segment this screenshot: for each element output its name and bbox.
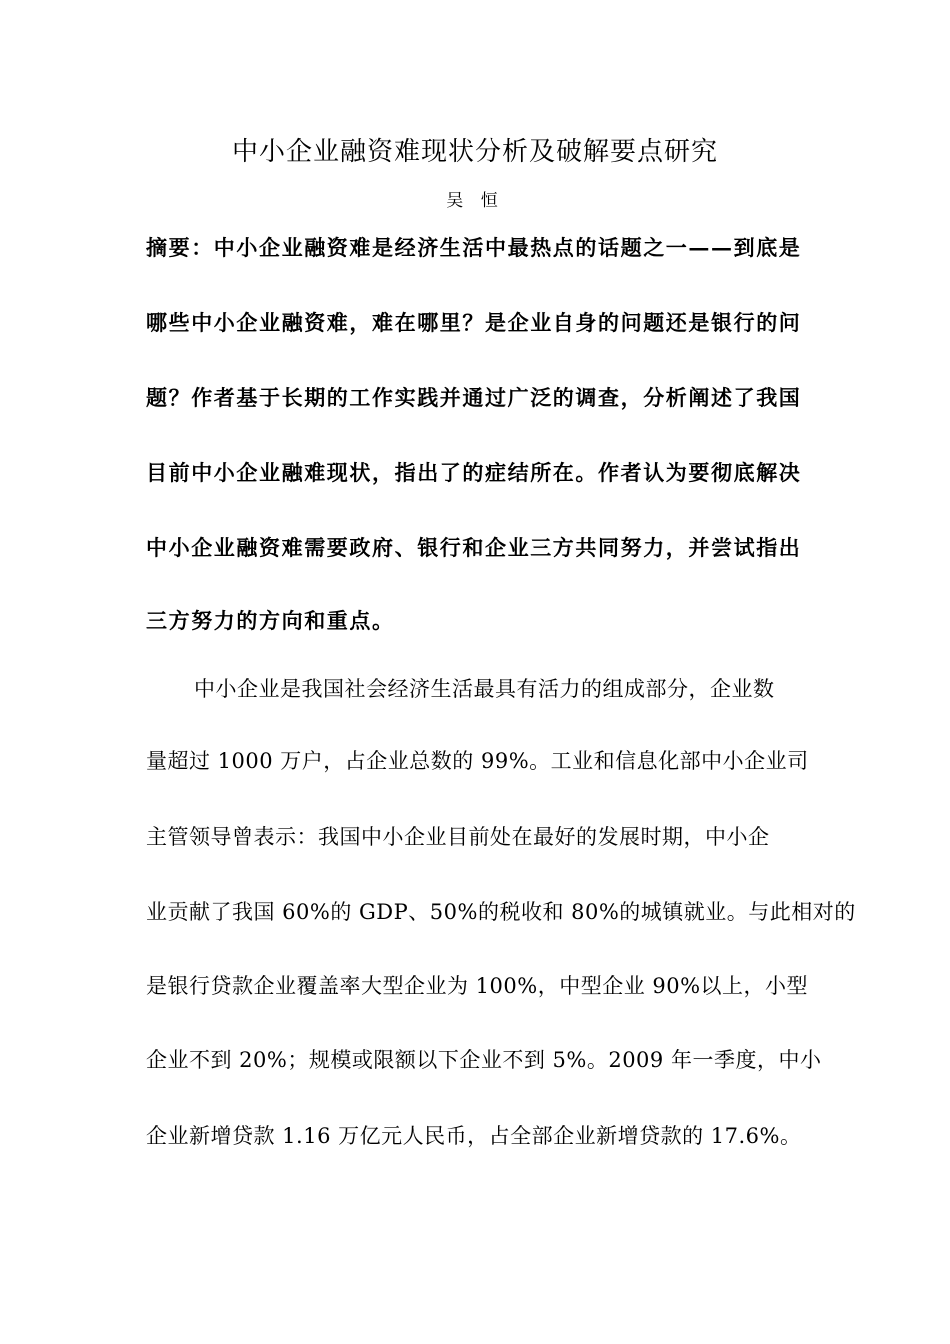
document-title: 中小企业融资难现状分析及破解要点研究 bbox=[231, 137, 718, 167]
document-author: 吴 恒 bbox=[446, 191, 504, 211]
abstract-line: 三方努力的方向和重点。 bbox=[146, 608, 395, 633]
body-line: 企业新增贷款 1.16 万亿元人民币，占全部企业新增贷款的 17.6%。 bbox=[146, 1124, 802, 1148]
body-line: 是银行贷款企业覆盖率大型企业为 100%，中型企业 90%以上，小型 bbox=[146, 974, 809, 998]
body-line: 企业不到 20%；规模或限额以下企业不到 5%。2009 年一季度，中小 bbox=[146, 1048, 822, 1072]
abstract-line: 题？作者基于长期的工作实践并通过广泛的调查，分析阐述了我国 bbox=[146, 385, 802, 410]
body-line: 主管领导曾表示：我国中小企业目前处在最好的发展时期，中小企 bbox=[146, 825, 770, 849]
abstract-line: 哪些中小企业融资难，难在哪里？是企业自身的问题还是银行的问 bbox=[146, 310, 802, 335]
abstract-line: 摘要：中小企业融资难是经济生活中最热点的话题之一——到底是 bbox=[146, 235, 802, 260]
body-line: 量超过 1000 万户，占企业总数的 99%。工业和信息化部中小企业司 bbox=[146, 749, 809, 773]
body-line: 业贡献了我国 60%的 GDP、50%的税收和 80%的城镇就业。与此相对的 bbox=[146, 900, 856, 924]
body-line: 中小企业是我国社会经济生活最具有活力的组成部分，企业数 bbox=[194, 677, 775, 701]
abstract-line: 目前中小企业融难现状，指出了的症结所在。作者认为要彻底解决 bbox=[146, 460, 802, 485]
abstract-line: 中小企业融资难需要政府、银行和企业三方共同努力，并尝试指出 bbox=[146, 535, 802, 560]
